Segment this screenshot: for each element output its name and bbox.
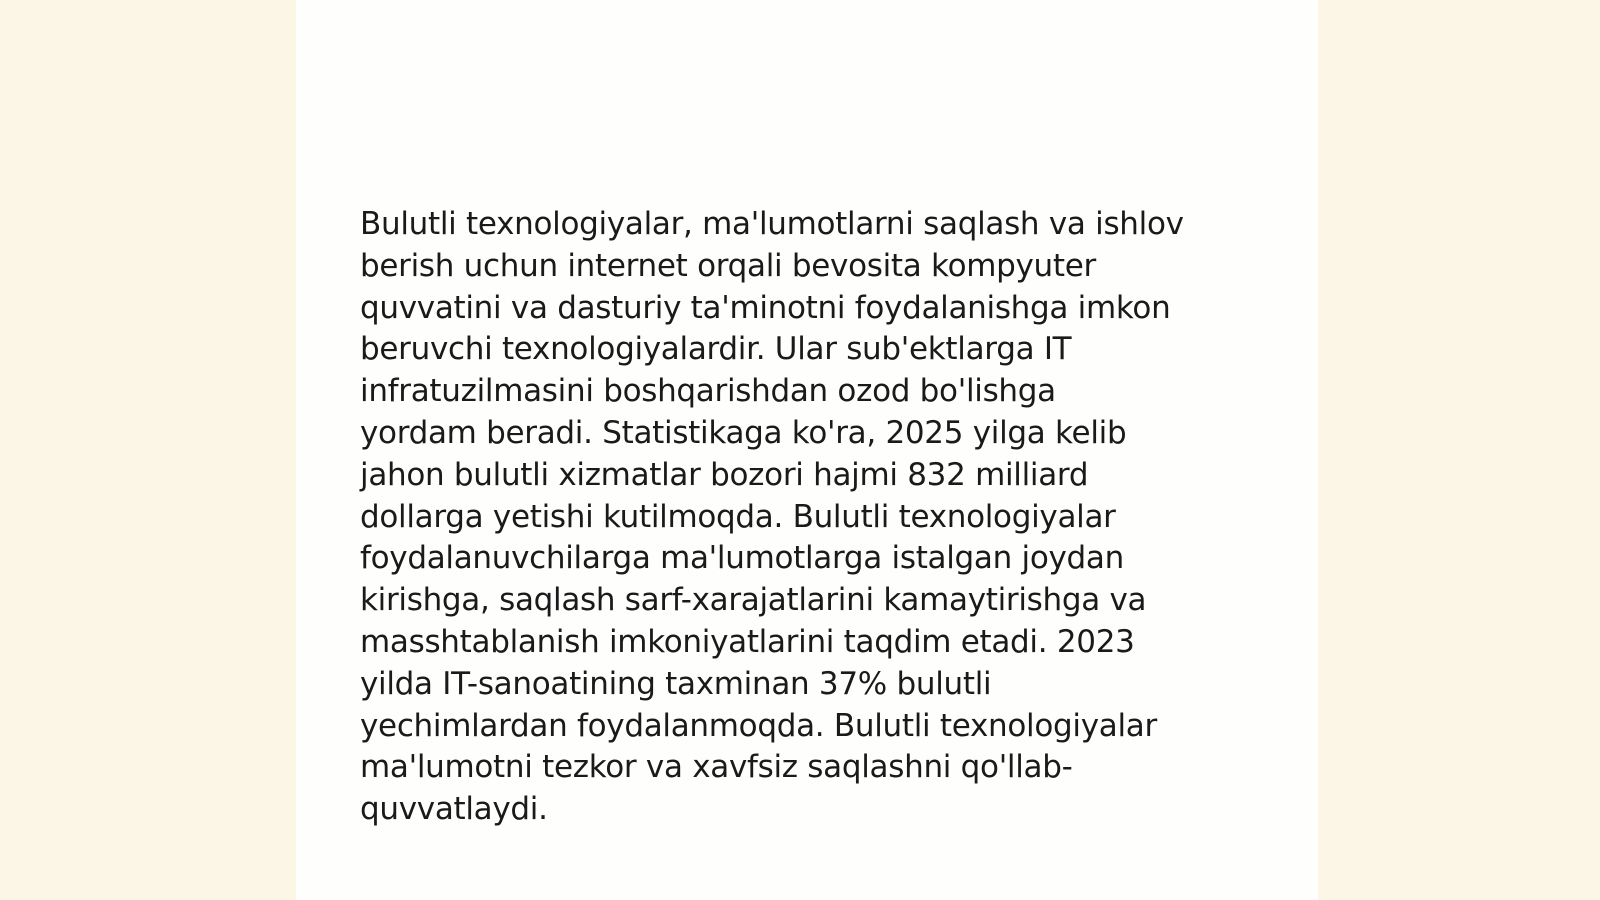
paragraph-line: jahon bulutli xizmatlar bozori hajmi 832 milliard xyxy=(360,456,1089,493)
paragraph-line: beruvchi texnologiyalardir. Ular sub'ektlarga IT xyxy=(360,331,1072,368)
paragraph-line: ma'lumotni tezkor va xavfsiz saqlashni qo'llab- xyxy=(360,749,1073,786)
paragraph-line: dollarga yetishi kutilmoqda. Bulutli texnologiyalar xyxy=(360,498,1116,535)
paragraph-line: infratuzilmasini boshqarishdan ozod bo'lishga xyxy=(360,373,1056,410)
paragraph-line: Bulutli texnologiyalar, ma'lumotlarni saqlash va ishlov xyxy=(360,206,1184,242)
paragraph-line: yordam beradi. Statistikaga ko'ra, 2025 yilga kelib xyxy=(360,414,1127,451)
paragraph-line: yechimlardan foydalanmoqda. Bulutli texnologiyalar xyxy=(360,707,1157,744)
paragraph-line: quvvatlaydi. xyxy=(360,791,548,828)
paragraph-line: kirishga, saqlash sarf-xarajatlarini kamaytirishga va xyxy=(360,582,1147,619)
paragraph-line: yilda IT-sanoatining taxminan 37% bulutli xyxy=(360,665,992,702)
body-paragraph xyxy=(360,204,1240,831)
paragraph-line: berish uchun internet orqali bevosita kompyuter xyxy=(360,247,1096,284)
paragraph-line: quvvatini va dasturiy ta'minotni foydalanishga imkon xyxy=(360,289,1171,326)
paragraph-line: masshtablanish imkoniyatlarini taqdim etadi. 2023 xyxy=(360,623,1135,660)
document-page xyxy=(296,0,1318,900)
paragraph-line: foydalanuvchilarga ma'lumotlarga istalgan joydan xyxy=(360,540,1124,577)
